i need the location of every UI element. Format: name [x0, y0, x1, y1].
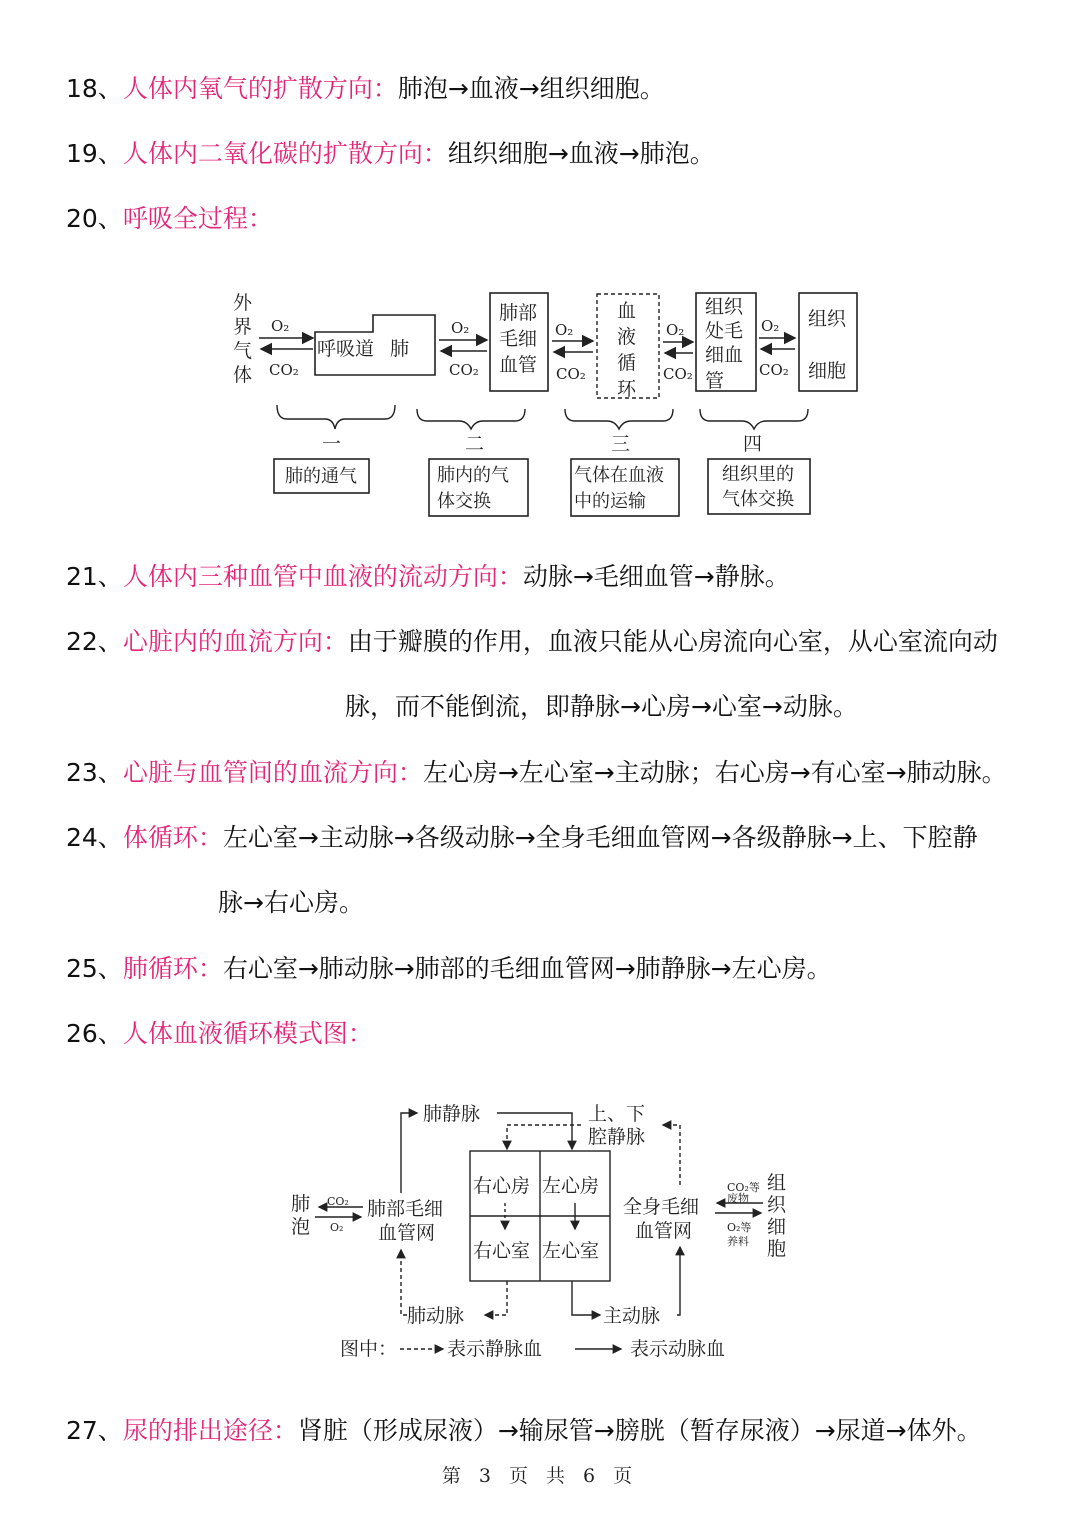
blood-char: 环 — [617, 378, 637, 400]
pulm-artery-arrow — [485, 1281, 507, 1315]
nutrient-label: O₂等 — [727, 1221, 752, 1234]
tissue-char: 织 — [767, 1194, 787, 1216]
vena-cava-label: 上、下 — [588, 1103, 646, 1125]
item-title: 人体内氧气的扩散方向： — [122, 74, 398, 103]
co2-label: CO₂ — [663, 365, 693, 383]
item-number: 21、 — [66, 562, 123, 591]
vena-cava-label: 腔静脉 — [588, 1126, 646, 1148]
pulm-vein-arrow — [497, 1113, 572, 1149]
lung-cap-text: 肺部 — [499, 302, 538, 324]
aorta-label: 主动脉 — [603, 1305, 661, 1327]
alveoli-label: 泡 — [291, 1216, 311, 1238]
legend-artery: 表示动脉血 — [630, 1338, 726, 1360]
item-text: 左心房→左心室→主动脉；右心房→有心室→肺动脉。 — [422, 758, 1007, 787]
o2-label: O₂ — [666, 321, 685, 339]
outside-char: 体 — [233, 364, 253, 386]
item-text: 由于瓣膜的作用，血液只能从心房流向心室，从心室流向动 — [347, 627, 998, 656]
nutrient-label: 养料 — [727, 1235, 749, 1248]
item-title: 心脏与血管间的血流方向： — [122, 758, 423, 787]
o2-label: O₂ — [761, 317, 780, 335]
stage-number: 一 — [322, 433, 342, 455]
blood-char: 血 — [617, 300, 637, 322]
co2-label: CO₂ — [759, 361, 789, 379]
stage-number: 三 — [611, 433, 631, 455]
o2-label: O₂ — [555, 321, 574, 339]
co2-small: CO₂ — [327, 1195, 349, 1208]
item-text: 右心室→肺动脉→肺部的毛细血管网→肺静脉→左心房。 — [222, 954, 832, 983]
brace — [700, 409, 808, 429]
item-24-continued: 脉→右心房。 — [218, 888, 364, 917]
item-22 — [66, 625, 998, 659]
lung-cap-text: 血管 — [499, 354, 538, 376]
stage-label: 中的运输 — [574, 491, 646, 512]
item-number: 26、 — [66, 1019, 123, 1048]
stage-label: 气体在血液 — [574, 465, 664, 486]
waste-label: 废物 — [727, 1192, 749, 1205]
item-number: 23、 — [66, 758, 123, 787]
o2-label: O₂ — [271, 317, 290, 335]
item-number: 20、 — [66, 204, 123, 233]
body-cap-label: 全身毛细 — [623, 1196, 700, 1218]
cell-text: 细胞 — [808, 360, 847, 382]
item-title: 尿的排出途径： — [122, 1416, 298, 1445]
stage-label: 肺的通气 — [285, 466, 357, 487]
item-title: 人体内二氧化碳的扩散方向： — [122, 139, 448, 168]
stage-label: 体交换 — [437, 491, 491, 512]
co2-label: CO₂ — [556, 365, 586, 383]
o2-label: O₂ — [451, 319, 470, 337]
o2-small: O₂ — [330, 1221, 344, 1234]
item-19 — [66, 137, 715, 171]
item-22-continued: 脉，而不能倒流，即静脉→心房→心室→动脉。 — [345, 692, 858, 721]
item-18 — [66, 72, 665, 106]
circulation-diagram — [285, 1095, 805, 1370]
pulm-vein-label: 肺静脉 — [423, 1103, 481, 1125]
item-title: 人体内三种血管中血液的流动方向： — [122, 562, 523, 591]
tissue-cap-text: 细血 — [705, 344, 744, 366]
item-number: 22、 — [66, 627, 123, 656]
airway-label: 呼吸道 — [317, 338, 375, 360]
aorta-arrow — [572, 1281, 600, 1315]
tissue-cap-text: 管 — [705, 370, 725, 392]
tissue-char: 细 — [767, 1216, 787, 1238]
blood-char: 液 — [617, 326, 637, 348]
stage-number: 四 — [743, 433, 763, 455]
co2-label: CO₂ — [449, 361, 479, 379]
stage-number: 二 — [465, 433, 485, 455]
stage-label: 肺内的气 — [437, 465, 509, 486]
item-20 — [66, 202, 273, 236]
right-ventricle: 右心室 — [473, 1240, 531, 1262]
item-text: 左心室→主动脉→各级动脉→全身毛细血管网→各级静脉→上、下腔静 — [222, 823, 978, 852]
item-title: 肺循环： — [122, 954, 223, 983]
lung-cap-label: 血管网 — [378, 1222, 436, 1244]
vena-cava-arrow — [507, 1125, 581, 1149]
item-text: 肺泡→血液→组织细胞。 — [397, 74, 665, 103]
item-number: 25、 — [66, 954, 123, 983]
aorta-arrow — [677, 1247, 680, 1315]
vena-cava-arrow — [663, 1125, 680, 1185]
brace — [277, 405, 395, 429]
lung-cap-text: 毛细 — [499, 328, 538, 350]
tissue-char: 组 — [767, 1172, 787, 1194]
lung-cap-label: 肺部毛细 — [367, 1198, 444, 1220]
lung-label: 肺 — [390, 338, 410, 360]
stage-label: 气体交换 — [722, 489, 794, 510]
item-number: 19、 — [66, 139, 123, 168]
item-text: 组织细胞→血液→肺泡。 — [447, 139, 715, 168]
brace — [565, 409, 673, 429]
item-23 — [66, 756, 1007, 790]
body-cap-label: 血管网 — [635, 1220, 693, 1242]
pulm-vein-arrow — [401, 1113, 417, 1193]
blood-char: 循 — [617, 352, 637, 374]
item-number: 18、 — [66, 74, 123, 103]
item-number: 24、 — [66, 823, 123, 852]
tissue-cap-text: 组织 — [705, 296, 744, 318]
item-title: 体循环： — [122, 823, 223, 852]
tissue-char: 胞 — [767, 1238, 787, 1260]
cell-text: 组织 — [808, 308, 847, 330]
outside-char: 界 — [233, 316, 253, 338]
item-text: 动脉→毛细血管→静脉。 — [522, 562, 790, 591]
waste-label: CO₂等 — [727, 1181, 760, 1194]
item-24 — [66, 821, 978, 855]
co2-label: CO₂ — [269, 361, 299, 379]
item-title: 心脏内的血流方向： — [122, 627, 348, 656]
stage-label: 组织里的 — [722, 464, 794, 485]
legend-prefix: 图中： — [340, 1338, 398, 1360]
outside-char: 外 — [233, 292, 253, 314]
item-text: 肾脏（形成尿液）→输尿管→膀胱（暂存尿液）→尿道→体外。 — [297, 1416, 982, 1445]
item-number: 27、 — [66, 1416, 123, 1445]
item-25 — [66, 952, 832, 986]
respiration-diagram — [225, 285, 870, 525]
alveoli-label: 肺 — [291, 1193, 311, 1215]
outside-char: 气 — [233, 340, 253, 362]
pulm-artery-label: 肺动脉 — [407, 1305, 465, 1327]
item-title: 呼吸全过程： — [122, 204, 273, 233]
page-footer: 第 3 页 共 6 页 — [441, 1465, 639, 1487]
tissue-cap-text: 处毛 — [705, 320, 744, 342]
legend-vein: 表示静脉血 — [447, 1338, 543, 1360]
item-title: 人体血液循环模式图： — [122, 1019, 373, 1048]
left-atrium: 左心房 — [542, 1175, 600, 1197]
item-21 — [66, 560, 790, 594]
left-ventricle: 左心室 — [542, 1240, 600, 1262]
right-atrium: 右心房 — [473, 1175, 531, 1197]
item-26 — [66, 1017, 373, 1051]
brace — [417, 409, 525, 429]
item-27 — [66, 1414, 982, 1448]
